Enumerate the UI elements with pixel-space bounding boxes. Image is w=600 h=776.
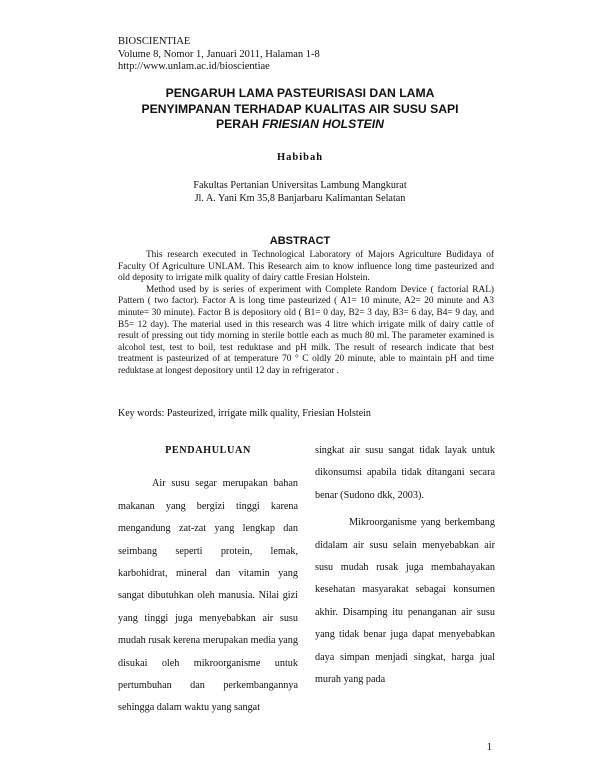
- abstract-paragraph-1: This research executed in Technological Laboratory of Majors Agriculture Budidaya of Faculty Of Agriculture UNLAM. This Research aim to know influence long time pasteurized and old deposity to irrigate milk quality of dairy cattle Fresian Holstein.: [118, 250, 494, 284]
- abstract-paragraph-2: Method used by is series of experiment with Complete Random Device ( factorial RAL) Pattern ( two factor). Factor A is long time pasteurized ( A1= 10 minute, A2= 20 minute and A3 minute= 30 minute). Factor B is depository old ( B1= 0 day, B2= 3 day, B3= 6 day, B4= 9 day, and B5= 12 day). The material used in this research was 4 litre which irrigate milk of dairy cattle of result of pressing out tidy morning in sterile bottle each as much 80 ml. The parameter examined is alcohol test, test to boil, test reduktase and pH milk. The result of research indicate that best treatment is pasteurized of at temperature 70 ° C oldly 20 minute, able to maintain pH and time reduktase at longest depository until 12 day in refrigerator .: [118, 284, 494, 376]
- journal-url[interactable]: http://www.unlam.ac.id/bioscientiae: [118, 61, 270, 72]
- keywords: Key words: Pasteurized, irrigate milk quality, Friesian Holstein: [118, 408, 371, 419]
- title-line-3-prefix: PERAH: [216, 117, 263, 131]
- left-column: [118, 440, 298, 720]
- right-column: [315, 440, 495, 691]
- title-line-3: [110, 117, 490, 133]
- paper-title: [110, 86, 490, 133]
- abstract-body: [118, 250, 494, 378]
- title-line-3-italic: FRIESIAN HOLSTEIN: [262, 117, 384, 131]
- affiliation-line-2: Jl. A. Yani Km 35,8 Banjarbaru Kalimantan Selatan: [194, 193, 406, 204]
- abstract-heading: ABSTRACT: [269, 235, 331, 247]
- author-name: Habibah: [276, 152, 324, 163]
- right-paragraph-1: singkat air susu sangat tidak layak untuk dikonsumsi apabila tidak ditangani secara benar (Sudono dkk, 2003).: [315, 445, 495, 501]
- section-heading: PENDAHULUAN: [165, 445, 251, 456]
- journal-volume: Volume 8, Nomor 1, Januari 2011, Halaman 1-8: [118, 48, 320, 60]
- title-line-1: PENGARUH LAMA PASTEURISASI DAN LAMA: [165, 86, 435, 100]
- title-line-2: PENYIMPANAN TERHADAP KUALITAS AIR SUSU SAPI: [141, 101, 459, 116]
- left-paragraph-1: Air susu segar merupakan bahan makanan yang bergizi tinggi karena mengandung zat-zat yang lengkap dan seimbang seperti protein, lemak, karbohidrat, mineral dan vitamin yang sangat dibutuhkan oleh manusia. Nilai gizi yang tinggi juga menyebabkan air susu mudah rusak kerena merupakan media yang disukai oleh mikroorganisme untuk pertumbuhan dan perkembangannya sehingga dalam waktu yang sangat: [118, 478, 298, 714]
- right-paragraph-2: Mikroorganisme yang berkembang didalam air susu selain menyebabkan air susu mudah rusak juga membahayakan kesehatan masyarakat sebagai konsumen akhir. Disamping itu penanganan air susu yang tidak benar juga dapat menyebabkan daya simpan menjadi singkat, harga jual murah yang pada: [315, 517, 495, 686]
- affiliation-line-1: Fakultas Pertanian Universitas Lambung Mangkurat: [193, 180, 407, 191]
- affiliation: [0, 179, 600, 205]
- journal-header: [118, 36, 320, 74]
- page-number: 1: [486, 742, 492, 753]
- journal-name: BIOSCIENTIAE: [118, 36, 191, 47]
